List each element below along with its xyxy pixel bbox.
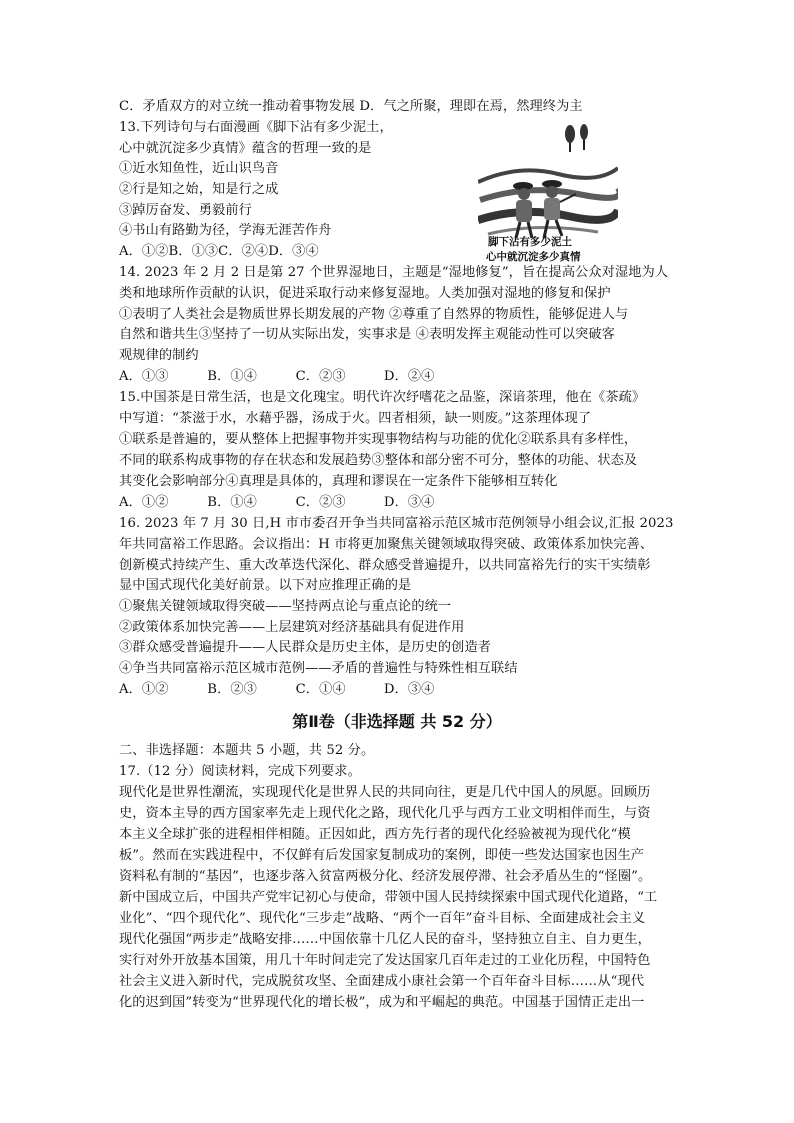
q14-line-2: 类和地球所作贡献的认识，促进采取行动来修复湿地。人类加强对湿地的修复和保护 <box>119 286 611 301</box>
q13-options: A．①②B．①③C．②④D．③④ <box>119 244 319 259</box>
q17-line-5: 资料私有制的“基因”，也逐步落入贫富两极分化、经济发展停滞、社会矛盾丛生的“怪圈”。 <box>119 869 652 884</box>
q17-line-7: 业化”、“四个现代化”、现代化“三步走”战略、“两个一百年”奋斗目标、全面建成社会主义 <box>119 911 646 926</box>
q14-options <box>119 367 434 387</box>
q12-options-tail: C．矛盾双方的对立统一推动着事物发展 D．气之所聚，理即在焉，然理终为主 <box>119 99 583 114</box>
q14-option-a: A．①③ <box>119 369 169 384</box>
q13-item-2: ②行是知之始，知是行之成 <box>119 182 279 197</box>
cartoon-caption-2: 心中就沉淀多少真情 <box>486 251 581 263</box>
cartoon-caption-1: 脚下沾有多少泥土 <box>488 236 572 248</box>
q13-item-3: ③踔厉奋发、勇毅前行 <box>119 203 252 218</box>
q16-item-3: ③群众感受普遍提升——人民群众是历史主体，是历史的创造者 <box>119 640 492 655</box>
q16-line-2: 年共同富裕工作思路。会议指出：H 市将更加聚焦关键领域取得突破、政策体系加快完善、 <box>119 537 654 552</box>
q16-item-1: ①聚焦关键领域取得突破——坚持两点论与重点论的统一 <box>119 599 452 614</box>
q17-line-9: 实行对外开放基本国策，用几十年时间走完了发达国家几百年走过的工业化历程，中国特色 <box>119 953 651 968</box>
q15-line-5: 其变化会影响部分④真理是具体的，真理和谬误在一定条件下能够相互转化 <box>119 474 558 489</box>
q14-option-c: C．②③ <box>295 369 346 384</box>
q16-line-1: 16. 2023 年 7 月 30 日,H 市市委召开争当共同富裕示范区城市范例领导小组会议,汇报 2023 <box>119 516 674 531</box>
q17-stem: 17.（12 分）阅读材料，完成下列要求。 <box>119 764 361 779</box>
q16-line-4: 显中国式现代化美好前景。以下对应推理正确的是 <box>119 578 412 593</box>
q16-option-b: B．②③ <box>207 682 257 697</box>
q15-option-a: A．①② <box>119 495 169 510</box>
q14-line-1: 14. 2023 年 2 月 2 日是第 27 个世界湿地日，主题是“湿地修复”，旨在提高公众对湿地为人 <box>119 265 669 280</box>
q16-line-3: 创新模式持续产生、重大改革迭代深化、群众感受普遍提升，以共同富裕先行的实干实绩彰 <box>119 558 651 573</box>
q16-item-4: ④争当共同富裕示范区城市范例——矛盾的普遍性与特殊性相互联结 <box>119 661 518 676</box>
q17-line-11: 化的迟到国”转变为“世界现代化的增长极”，成为和平崛起的典范。中国基于国情正走出一 <box>119 995 645 1010</box>
q16-options <box>119 680 434 700</box>
q13-stem-2: 心中就沉淀多少真情》蕴含的哲理一致的是 <box>119 141 372 156</box>
q15-line-3: ①联系是普遍的，要从整体上把握事物并实现事物结构与功能的优化②联系具有多样性， <box>119 432 638 447</box>
q16-option-d: D．③④ <box>383 682 435 697</box>
part2-heading: 二、非选择题：本题共 5 小题，共 52 分。 <box>119 743 375 758</box>
q17-line-8: 现代化强国“两步走”战略安排……中国依靠十几亿人民的奋斗，坚持独立自主、自力更生， <box>119 932 651 947</box>
q15-line-1: 15.中国茶是日常生活，也是文化瑰宝。明代许次纾嗜花之品鉴，深谙茶理，他在《茶疏》 <box>119 390 646 405</box>
q15-line-2: 中写道：“茶滋于水，水藉乎器，汤成于火。四者相须，缺一则废。”这茶理体现了 <box>119 411 592 426</box>
q17-line-6: 新中国成立后，中国共产党牢记初心与使命，带领中国人民持续探索中国式现代化道路，“工 <box>119 890 658 905</box>
q14-line-3: ①表明了人类社会是物质世界长期发展的产物 ②尊重了自然界的物质性，能够促进人与 <box>119 307 629 322</box>
q13-stem-1: 13.下列诗句与右面漫画《脚下沾有多少泥土， <box>119 120 393 135</box>
q17-line-2: 史，资本主导的西方国家率先走上现代化之路，现代化几乎与西方工业文明相伴而生，与资 <box>119 806 651 821</box>
q14-option-d: D．②④ <box>383 369 435 384</box>
q16-option-a: A．①② <box>119 682 169 697</box>
q16-option-c: C．①④ <box>295 682 346 697</box>
q16-item-2: ②政策体系加快完善——上层建筑对经济基础具有促进作用 <box>119 620 465 635</box>
q15-option-d: D．③④ <box>383 495 435 510</box>
section-heading: 第Ⅱ卷（非选择题 共 52 分） <box>292 712 502 731</box>
q14-option-b: B．①④ <box>207 369 257 384</box>
q14-line-5: 观规律的制约 <box>119 348 199 363</box>
q13-item-4: ④书山有路勤为径，学海无涯苦作舟 <box>119 223 332 238</box>
q17-line-10: 社会主义进入新时代，完成脱贫攻坚、全面建成小康社会第一个百年奋斗目标……从“现代 <box>119 974 645 989</box>
q15-line-4: 不同的联系构成事物的存在状态和发展趋势③整体和部分密不可分，整体的功能、状态及 <box>119 453 638 468</box>
q17-line-3: 本主义全球扩张的进程相伴相随。正因如此，西方先行者的现代化经验被视为现代化“模 <box>119 827 631 842</box>
q15-option-c: C．②③ <box>295 495 346 510</box>
q14-line-4: 自然和谐共生③坚持了一切从实际出发，实事求是 ④表明发挥主观能动性可以突破客 <box>119 327 615 342</box>
q17-line-4: 板”。然而在实践进程中，不仅鲜有后发国家复制成功的案例，即使一些发达国家也因生产 <box>119 848 645 863</box>
q17-line-1: 现代化是世界性潮流，实现现代化是世界人民的共同向往，更是几代中国人的夙愿。回顾历 <box>119 785 651 800</box>
q15-option-b: B．①④ <box>207 495 257 510</box>
q15-options <box>119 493 434 513</box>
q13-item-1: ①近水知鱼性，近山识鸟音 <box>119 161 279 176</box>
